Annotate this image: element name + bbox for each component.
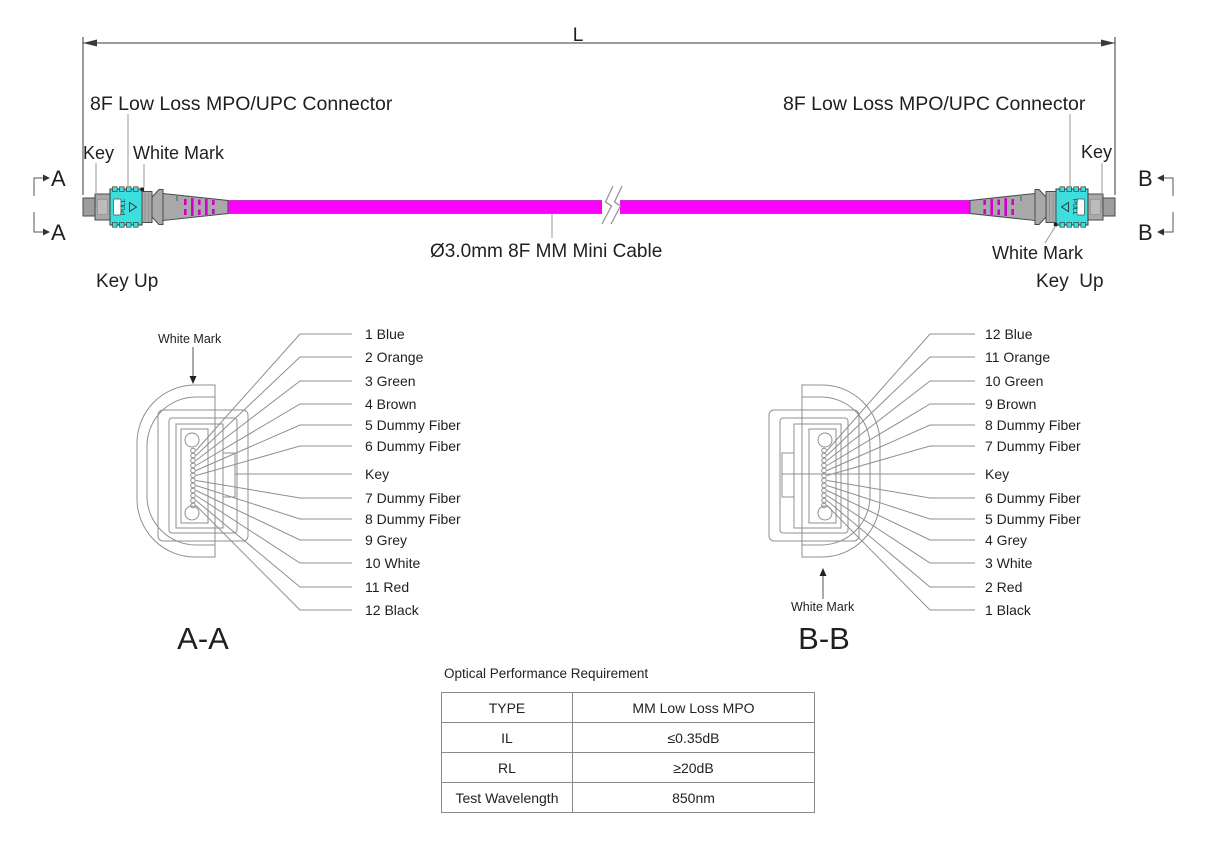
table-row [442, 753, 815, 783]
left-key-up-label: Key Up [96, 271, 159, 292]
pin-label: 4 Brown [365, 396, 417, 412]
dimension-arrow-right-icon [1101, 40, 1115, 47]
right-key-up-label: Key Up [1036, 271, 1104, 292]
left-connector-callout: 8F Low Loss MPO/UPC Connector [90, 93, 393, 115]
pin-label: 11 Red [365, 579, 410, 595]
section-arrow-icon [43, 229, 50, 236]
left-mpo-connector [83, 187, 228, 227]
section-view-a-title: A-A [177, 621, 229, 656]
pin-label: 1 Black [985, 602, 1031, 618]
table-cell-param: Test Wavelength [442, 783, 573, 813]
dimension-arrow-left-icon [83, 40, 97, 47]
section-marker-a [34, 166, 66, 245]
section-b-top-letter: B [1138, 166, 1153, 191]
right-white-mark-callout: White Mark [992, 243, 1084, 263]
right-connector-callout: 8F Low Loss MPO/UPC Connector [783, 93, 1086, 115]
pin-label: 5 Dummy Fiber [985, 511, 1081, 527]
pin-label: Key [985, 466, 1010, 482]
fiber-cable [228, 186, 970, 224]
table-cell-param: RL [442, 753, 573, 783]
pin-label: 8 Dummy Fiber [985, 417, 1081, 433]
length-dimension-label: L [572, 25, 584, 46]
pin-label: 7 Dummy Fiber [985, 438, 1081, 454]
cable-spec-label: Ø3.0mm 8F MM Mini Cable [430, 241, 663, 262]
section-arrow-icon [1157, 175, 1164, 182]
table-row [442, 783, 815, 813]
left-white-mark-dot [141, 188, 145, 192]
pin-label: 1 Blue [365, 326, 405, 342]
pin-label: 3 Green [365, 373, 416, 389]
right-mpo-connector [970, 187, 1115, 227]
section-b-bottom-letter: B [1138, 220, 1153, 245]
pin-label: 9 Brown [985, 396, 1037, 412]
table-row [442, 693, 815, 723]
section-a-top-letter: A [51, 166, 66, 191]
table-cell-value: ≤0.35dB [573, 723, 815, 753]
optical-performance-table [441, 692, 815, 813]
right-pull-tab-label: PULL [1071, 198, 1079, 216]
pin-label: 9 Grey [365, 532, 408, 548]
table-cell-param: IL [442, 723, 573, 753]
left-key-callout: Key [83, 143, 115, 163]
table-cell-value: 850nm [573, 783, 815, 813]
pin-label: 8 Dummy Fiber [365, 511, 461, 527]
table-row [442, 723, 815, 753]
section-view-b-title: B-B [798, 621, 850, 656]
pin-label: 12 Blue [985, 326, 1033, 342]
pin-label: 5 Dummy Fiber [365, 417, 461, 433]
pin-label: 2 Red [985, 579, 1023, 595]
left-pull-tab-label: PULL [119, 198, 127, 216]
table-cell-value: ≥20dB [573, 753, 815, 783]
right-white-mark-leader [1045, 227, 1055, 243]
table-cell-value: MM Low Loss MPO [573, 693, 815, 723]
pin-label: 3 White [985, 555, 1033, 571]
table-cell-param: TYPE [442, 693, 573, 723]
optical-performance-title: Optical Performance Requirement [444, 666, 649, 681]
pin-label: 10 Green [985, 373, 1044, 389]
pin-label: 2 Orange [365, 349, 424, 365]
face-view-b [769, 326, 1081, 656]
section-marker-b [1138, 166, 1173, 245]
section-a-bottom-letter: A [51, 220, 66, 245]
right-white-mark-dot [1054, 223, 1058, 227]
face-b-white-mark-label: White Mark [791, 600, 855, 614]
face-a-white-mark-label: White Mark [158, 332, 222, 346]
cable-break-icon [602, 186, 622, 224]
pin-label: 6 Dummy Fiber [365, 438, 461, 454]
section-arrow-icon [1157, 229, 1164, 236]
right-key-callout: Key [1081, 142, 1113, 162]
pin-label: 6 Dummy Fiber [985, 490, 1081, 506]
pin-label: 12 Black [365, 602, 419, 618]
pin-label: 10 White [365, 555, 421, 571]
pin-label: 11 Orange [985, 349, 1051, 365]
pin-label: 7 Dummy Fiber [365, 490, 461, 506]
pin-label: 4 Grey [985, 532, 1028, 548]
pin-label: Key [365, 466, 390, 482]
white-mark-arrow-up-icon [820, 568, 827, 576]
face-view-a [137, 326, 461, 656]
left-white-mark-callout: White Mark [133, 143, 225, 163]
white-mark-arrow-down-icon [190, 376, 197, 384]
section-arrow-icon [43, 175, 50, 182]
